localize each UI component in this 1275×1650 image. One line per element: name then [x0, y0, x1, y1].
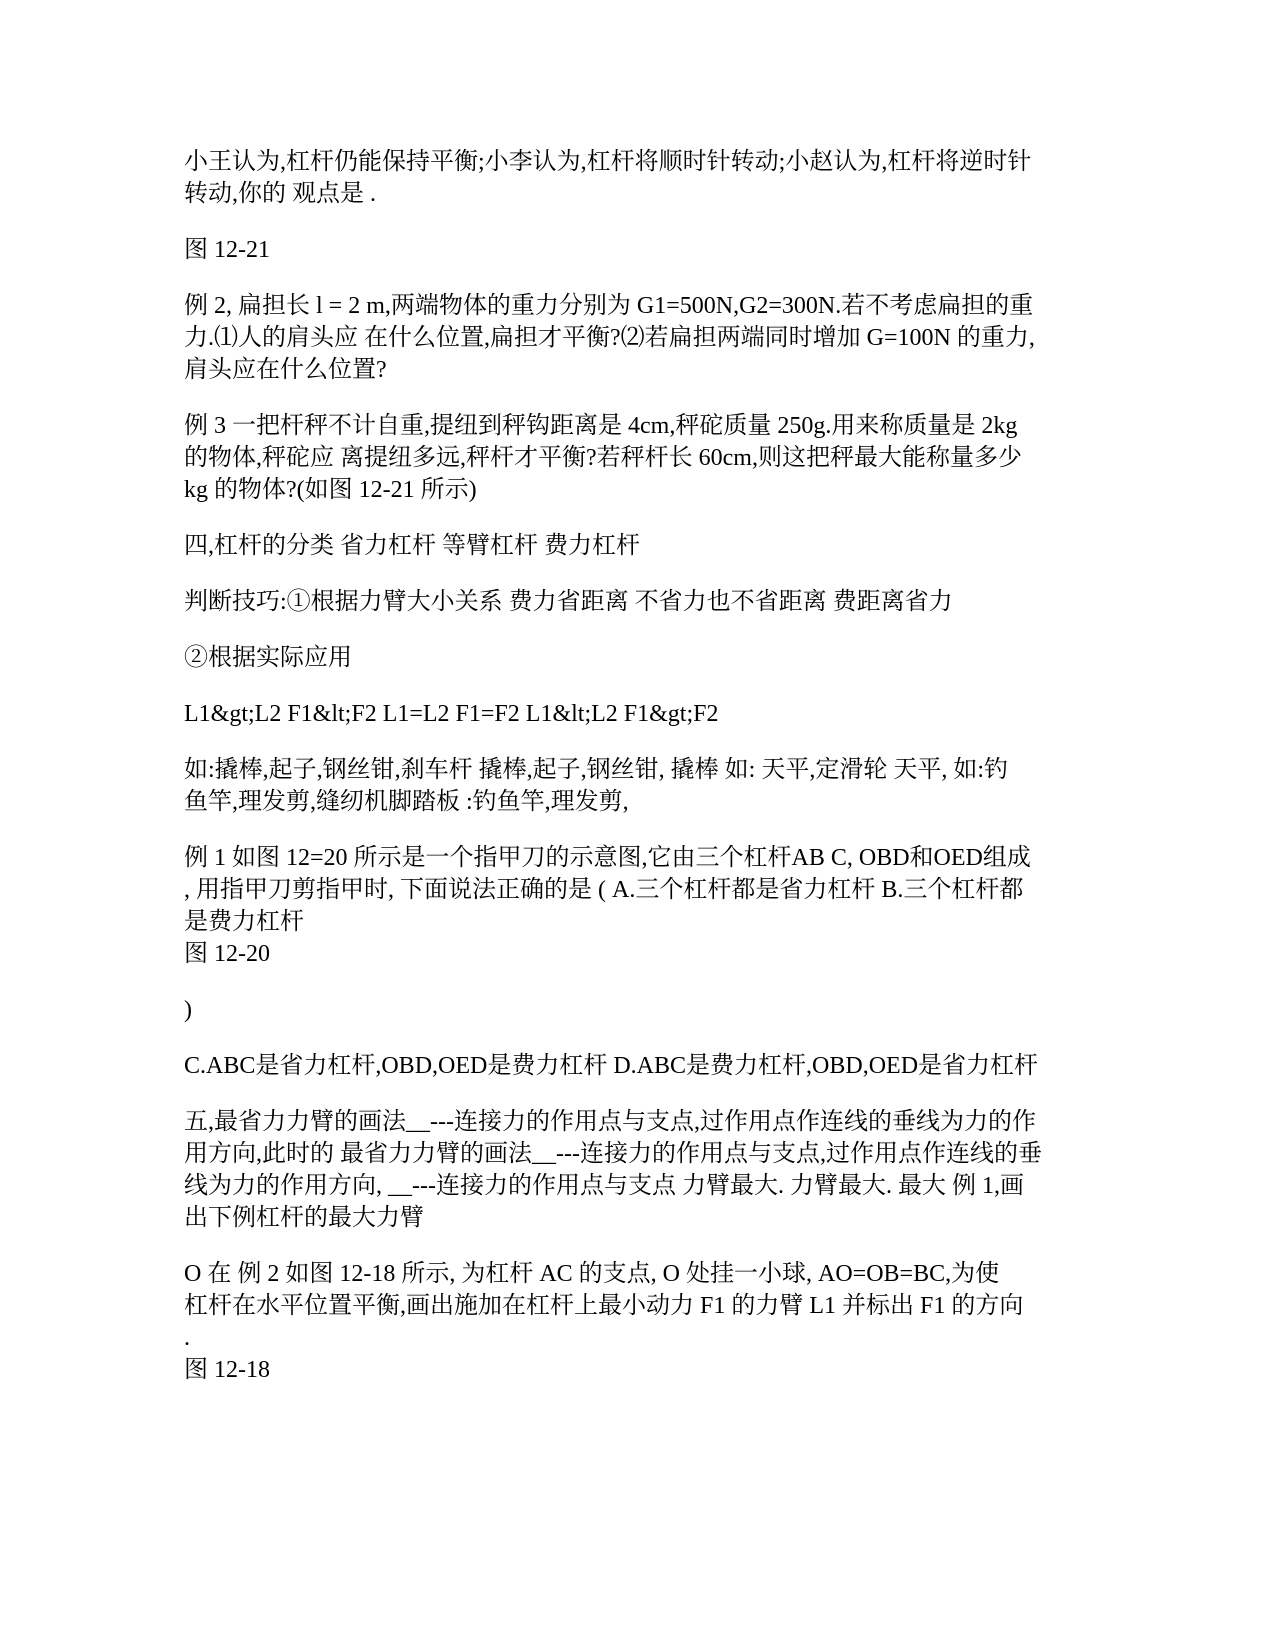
text-line: 是费力杠杆	[184, 909, 304, 935]
paragraph-closing-paren	[184, 994, 1094, 1026]
text-line: O 在 例 2 如图 12-18 所示, 为杠杆 AC 的支点, O 处挂一小球, AO=OB=BC,为使	[184, 1261, 1000, 1287]
text-line: L1&gt;L2 F1&lt;F2 L1=L2 F1=F2 L1&lt;L2 F1&gt;F2	[184, 701, 719, 727]
text-line: 小王认为,杠杆仍能保持平衡;小李认为,杠杆将顺时针转动;小赵认为,杠杆将逆时针	[184, 149, 1032, 175]
text-line: )	[184, 997, 192, 1023]
text-line: 如:撬棒,起子,钢丝钳,刹车杆 撬棒,起子,钢丝钳, 撬棒 如: 天平,定滑轮 天平, 如:钓	[184, 757, 1009, 783]
text-line: 肩头应在什么位置?	[184, 357, 387, 383]
text-line: 的物体,秤砣应 离提纽多远,秤杆才平衡?若秤杆长 60cm,则这把秤最大能称量多少	[184, 445, 1022, 471]
text-line: .	[184, 1325, 190, 1351]
section-heading-min-force-arm	[184, 1106, 1094, 1234]
paragraph-nail-clipper-question	[184, 842, 1094, 970]
text-line: 图 12-21	[184, 237, 270, 263]
text-line: , 用指甲刀剪指甲时, 下面说法正确的是 ( A.三个杠杆都是省力杠杆 B.三个杠杆都	[184, 877, 1024, 903]
paragraph-opinion	[184, 146, 1094, 210]
text-line: 出下例杠杆的最大力臂	[184, 1205, 424, 1231]
text-line: 例 2, 扁担长 l = 2 m,两端物体的重力分别为 G1=500N,G2=300N.若不考虑扁担的重	[184, 293, 1034, 319]
text-line: 用方向,此时的 最省力力臂的画法__---连接力的作用点与支点,过作用点作连线的垂	[184, 1141, 1042, 1167]
text-line: 力.⑴人的肩头应 在什么位置,扁担才平衡?⑵若扁担两端同时增加 G=100N 的重力,	[184, 325, 1035, 351]
text-line: 转动,你的 观点是 .	[184, 181, 376, 207]
text-line: 四,杠杆的分类 省力杠杆 等臂杠杆 费力杠杆	[184, 533, 640, 559]
paragraph-practical-application	[184, 642, 1094, 674]
figure-caption-12-21	[184, 234, 1094, 266]
text-line: kg 的物体?(如图 12-21 所示)	[184, 477, 477, 503]
text-line: 例 3 一把杆秤不计自重,提纽到秤钩距离是 4cm,秤砣质量 250g.用来称质量是 2kg	[184, 413, 1018, 439]
section-heading-lever-types	[184, 530, 1094, 562]
figure-caption-12-18: 图 12-18	[184, 1357, 270, 1383]
paragraph-example-3	[184, 410, 1094, 506]
paragraph-lever-examples	[184, 754, 1094, 818]
text-line: 杠杆在水平位置平衡,画出施加在杠杆上最小动力 F1 的力臂 L1 并标出 F1 的方向	[184, 1293, 1024, 1319]
paragraph-options-cd	[184, 1050, 1094, 1082]
text-line: C.ABC是省力杠杆,OBD,OED是费力杠杆 D.ABC是费力杠杆,OBD,OED是省力杠杆	[184, 1053, 1039, 1079]
text-line: ②根据实际应用	[184, 645, 352, 671]
paragraph-example-2-lever-ac	[184, 1258, 1094, 1386]
text-line: 例 1 如图 12=20 所示是一个指甲刀的示意图,它由三个杠杆AB C, OBD和OED组成	[184, 845, 1031, 871]
paragraph-lever-relations	[184, 698, 1094, 730]
text-line: 鱼竿,理发剪,缝纫机脚踏板 :钓鱼竿,理发剪,	[184, 789, 629, 815]
figure-caption-12-20: 图 12-20	[184, 941, 270, 967]
text-line: 判断技巧:①根据力臂大小关系 费力省距离 不省力也不省距离 费距离省力	[184, 589, 953, 615]
paragraph-judging-tip	[184, 586, 1094, 618]
text-line: 五,最省力力臂的画法__---连接力的作用点与支点,过作用点作连线的垂线为力的作	[184, 1109, 1036, 1135]
document-body	[184, 146, 1094, 1410]
paragraph-example-2	[184, 290, 1094, 386]
text-line: 线为力的作用方向, __---连接力的作用点与支点 力臂最大. 力臂最大. 最大 例 1,画	[184, 1173, 1024, 1199]
